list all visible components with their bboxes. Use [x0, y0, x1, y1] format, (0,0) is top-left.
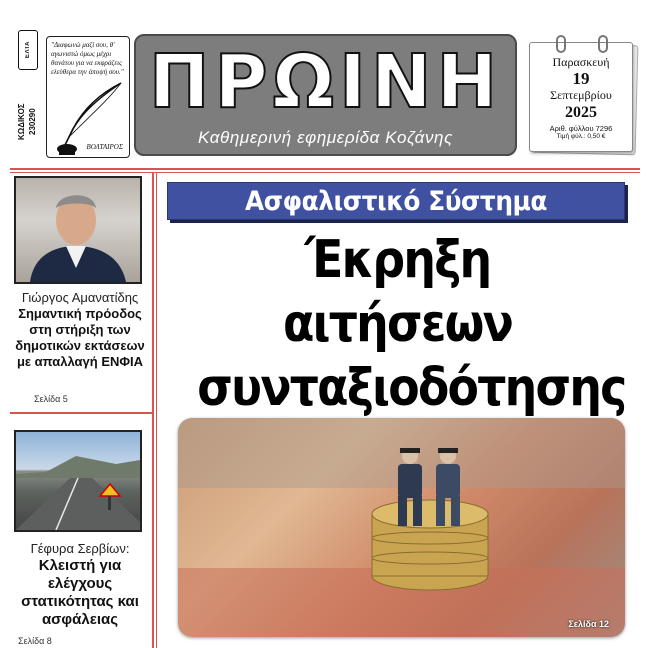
- coins-figurines-image: [178, 418, 625, 637]
- quote-author: ΒΟΛΤΑΙΡΟΣ: [86, 143, 123, 151]
- main-photo-page: Σελίδα 12: [568, 619, 609, 629]
- story2-name: Γέφυρα Σερβίων:: [30, 541, 130, 556]
- newspaper-title: ΠΡΩΙΝΗ: [148, 39, 503, 125]
- calendar-month: Σεπτεμβρίου: [550, 88, 612, 102]
- postal-code: [16, 82, 44, 162]
- story1-headline[interactable]: Σημαντική πρόοδος στη στήριξη των δημοτικών εκτάσεων με απαλλαγή ΕΝΦΙΑ: [15, 306, 145, 369]
- calendar-ring-icon: [556, 35, 566, 53]
- story2-page: Σελίδα 8: [18, 636, 52, 646]
- road-image: [16, 432, 140, 530]
- issue-number: Αριθ. φύλλου 7296: [549, 124, 613, 133]
- servia-bridge-photo[interactable]: [14, 430, 142, 532]
- calendar-widget: [527, 34, 639, 156]
- column-divider: [152, 172, 154, 648]
- main-headline[interactable]: Έκρηξη αιτήσεων συνταξιοδότησης: [197, 230, 626, 418]
- masthead-banner: [134, 34, 517, 156]
- calendar-ring-icon: [598, 35, 608, 53]
- calendar-date: 19: [572, 69, 590, 88]
- postal-code-label: ΚΩΔΙΚΟΣ: [17, 103, 26, 141]
- elta-badge: [18, 30, 38, 70]
- pension-photo[interactable]: [178, 418, 625, 637]
- calendar-page: [529, 42, 633, 152]
- story2-headline[interactable]: Κλειστή για ελέγχους στατικότητας και ασφάλειας: [21, 557, 139, 628]
- column-divider-thin: [156, 172, 157, 648]
- story1-name: Γιώργος Αμανατίδης: [21, 290, 139, 305]
- issue-price: Τιμή φύλ.: 0,50 €: [556, 133, 606, 140]
- kicker-text: Ασφαλιστικό Σύστημα: [245, 186, 547, 217]
- masthead-rule-thin: [10, 172, 640, 173]
- newspaper-subtitle: Καθημερινή εφημερίδα Κοζάνης: [198, 128, 453, 147]
- sidebar-divider: [10, 412, 152, 414]
- postal-code-value: 230290: [28, 108, 37, 136]
- section-kicker: [167, 182, 625, 220]
- amanatidis-photo[interactable]: [14, 176, 142, 284]
- portrait-image: [16, 178, 140, 282]
- quote-box: [46, 36, 130, 158]
- voltaire-quote: "Διαφωνώ μαζί σου, θ' αγωνιστώ όμως μέχρι θανάτου για να εκφράζεις ελεύθερα την άποψή σου.": [51, 41, 124, 76]
- masthead-rule: [10, 168, 640, 170]
- masthead-left-box: [14, 30, 130, 162]
- calendar-day: Παρασκευή: [552, 55, 610, 69]
- story1-page: Σελίδα 5: [34, 394, 68, 404]
- elta-label: ΕΛΤΑ: [25, 41, 31, 59]
- calendar-year: 2025: [565, 104, 597, 121]
